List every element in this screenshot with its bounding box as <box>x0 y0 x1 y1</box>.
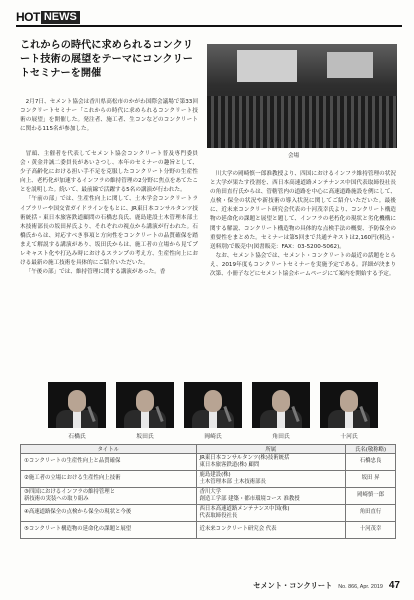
speaker-affiliation: 鹿島建設(株) 土木管理本部 土木技術部長 <box>196 471 346 488</box>
speaker-affiliation: 香川大学 創造工学部 建築・都市環境コース 准教授 <box>196 488 346 505</box>
body-paragraph: 川大学の岡崎慎一郎准教授より、四国におけるインフラ維持管理の状況と大学が果たす役割を、西日本高速道路メンテナンス中国代表取締役社長の角田直行氏からは、管轄管内の道路を中心に高速道路施設を例にして、点検・保全の状況や新技術の導入状況に関してご紹介いただいた。最後に、近未来コンクリート研究会代表の十河茂幸氏より、コンクリート構造物の延命化の課題と展望と題して、インフラの老朽化の現状と劣化機構に関する解説、コンクリート構造物の具体的な点検手法の概要、予防保全の重要性をまとめた。セミナーは第5回まで共通テキストは2,160円(税込・送料別)で販売中(図書販売：FAX：03-5200-5062)。 <box>210 171 396 250</box>
lead-text: 2月7日、セメント協会は香川県高松市のかがわ国際会議場で第33回コンクリートセミナー「これからの時代に求められるコンクリート技術の展望」を開催した。発注者、施工者、生コンなどのコンクリートに関わる115名が参加した。 <box>20 99 198 133</box>
column-header-title: タイトル <box>21 445 197 454</box>
venue-photo <box>207 44 397 148</box>
table-row <box>21 471 396 488</box>
speaker-name: 岡崎氏 <box>204 434 222 440</box>
header-rule <box>16 25 402 27</box>
lecture-title: ③四国におけるインフラの維持管理と 新技術の実装への取り組み <box>21 488 197 505</box>
lecture-title: ⑤コンクリート構造物の延命化の課題と展望 <box>21 522 197 539</box>
body-column-right <box>210 170 396 279</box>
section-label-hot: HOT <box>16 10 40 24</box>
table-row <box>21 488 396 505</box>
speaker-affiliation: 近未来コンクリート研究会 代表 <box>196 522 346 539</box>
lecture-title: ②施工者の立場における生産性向上技術 <box>21 471 197 488</box>
photo-caption: 会場 <box>288 153 300 159</box>
section-label <box>16 10 80 24</box>
body-paragraph: 「午前の部」では、生産性向上に関して、土木学会コンクリートライブラリーや国交省ガイドラインをもとに、JR東日本コンサルタンツ技術統括・東日本旅客鉄道顧問の石橋忠良氏、鹿島建設土木管理本部土木技術部長の坂田昇氏より、それぞれの視点から講演が行われた。石橋氏からは、対応すべき事項と方向性をコンクリートの品質確保を踏まえて解説する講演があり、坂田氏からは、施工者の立場から見てプレキャスト化や打込み時におけるスランプの考え方、生産性向上における最新の施工技術を具体的にご紹介いただいた。 <box>20 196 198 267</box>
lecture-title: ④高速道路保全の点検から保全の現状と今後 <box>21 505 197 522</box>
section-label-news: NEWS <box>41 11 80 24</box>
lead-paragraph <box>20 98 198 134</box>
speaker-affiliation: 西日本高速道路メンテナンス中国(株) 代表取締役社長 <box>196 505 346 522</box>
body-paragraph: なお、セメント協会では、セメント・コンクリートの最近の話題をとらえ、2019年度もコンクリートセミナーを実施予定である。詳細が決まり次第、小冊子などにセメント協会ホームページにて案内を開始する予定。 <box>210 252 396 278</box>
speaker-photo-3 <box>184 382 242 428</box>
speaker-photo-2 <box>116 382 174 428</box>
lecture-table <box>20 444 396 539</box>
speaker-full-name: 角田直行 <box>346 505 396 522</box>
page-footer <box>253 580 400 591</box>
body-column-left <box>20 150 198 277</box>
body-paragraph: 冒頭、主催者を代表してセメント協会コンクリート普及専門委員会・黄金井誠二委員長があいさつし、本年のセミナーの趣旨として、少子高齢化における担い手不足を克服したコンクリート分野の生産性向上、老朽化が加速するインフラの維持管理の2分野に焦点をあてたことを説明した。続いて、最前線で活躍する5名の講演が行われた。 <box>20 151 198 194</box>
page-number: 47 <box>388 580 400 591</box>
projection-screen <box>327 52 373 78</box>
table-row <box>21 522 396 539</box>
table-row <box>21 505 396 522</box>
column-header-name: 氏名(敬称略) <box>346 445 396 454</box>
issue-number: No. 866, Apr. 2019 <box>338 584 383 590</box>
speaker-name: 角田氏 <box>272 434 290 440</box>
speaker-full-name: 岡崎慎一郎 <box>346 488 396 505</box>
speaker-name: 十河氏 <box>340 434 358 440</box>
audience-rows <box>207 96 397 148</box>
body-paragraph: 「午後の部」では、維持管理に関する講演があった。香 <box>25 269 166 276</box>
speaker-photo-5 <box>320 382 378 428</box>
table-row <box>21 454 396 471</box>
speaker-full-name: 石橋忠良 <box>346 454 396 471</box>
projection-screen <box>237 50 297 82</box>
speaker-name: 坂田氏 <box>136 434 154 440</box>
magazine-title: セメント・コンクリート <box>253 581 333 590</box>
speaker-name: 石橋氏 <box>68 434 86 440</box>
article-headline: これからの時代に求められるコンクリート技術の展望をテーマにコンクリートセミナーを開催 <box>20 39 193 79</box>
speaker-full-name: 坂田 昇 <box>346 471 396 488</box>
speaker-affiliation: JR東日本コンサルタンツ(株)技術統括 東日本旅客鉄道(株) 顧問 <box>196 454 346 471</box>
column-header-affiliation: 所属 <box>196 445 346 454</box>
table-header-row <box>21 445 396 454</box>
speaker-full-name: 十河茂幸 <box>346 522 396 539</box>
speaker-photo-1 <box>48 382 106 428</box>
speaker-photo-4 <box>252 382 310 428</box>
lecture-title: ①コンクリートの生産性向上と品質確保 <box>21 454 197 471</box>
